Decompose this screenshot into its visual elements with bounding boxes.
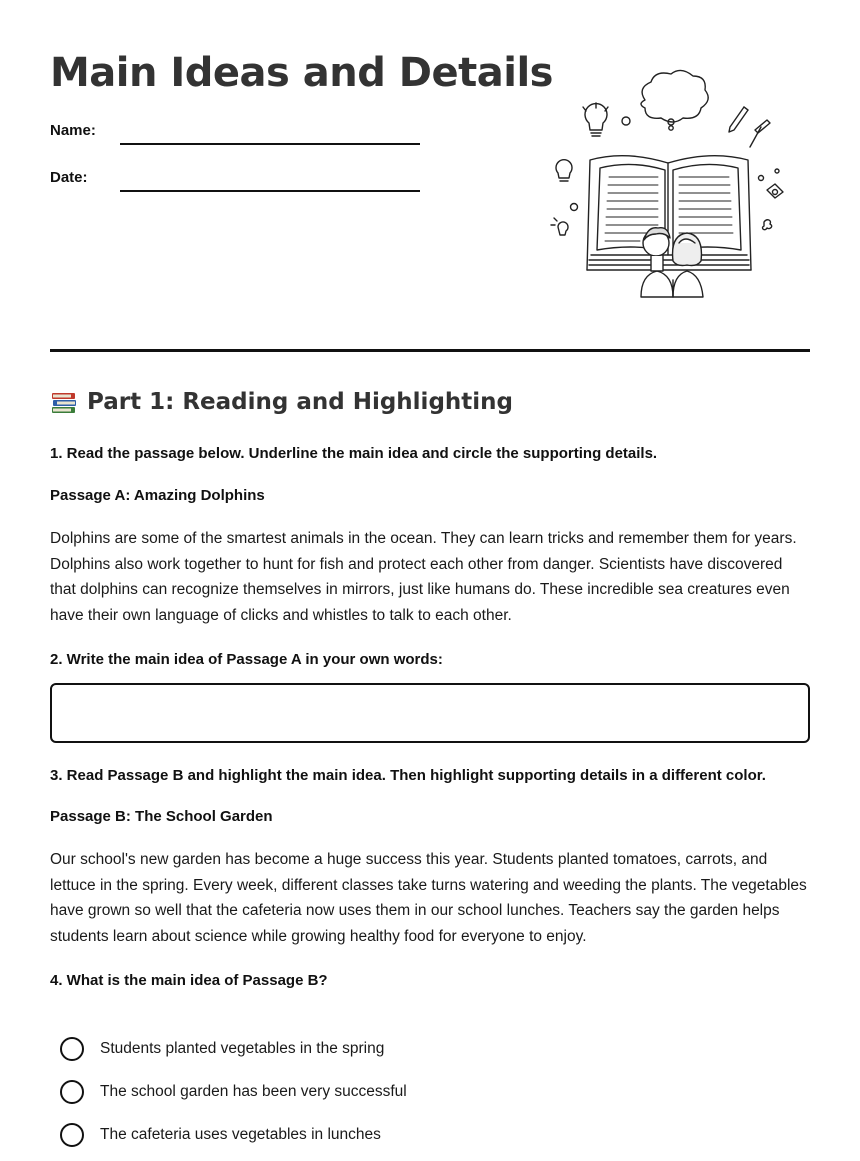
question-3: 3. Read Passage B and highlight the main idea. Then highlight supporting details in a different color. (50, 767, 766, 784)
page-title: Main Ideas and Details (50, 50, 553, 96)
section-title-text: Part 1: Reading and Highlighting (87, 389, 513, 415)
question-1: 1. Read the passage below. Underline the main idea and circle the supporting details. (50, 445, 658, 462)
section-heading-part1 (50, 388, 513, 416)
radio-button[interactable] (60, 1037, 84, 1061)
book-reading-illustration (545, 65, 795, 305)
passage-a-text: Dolphins are some of the smartest animals in the ocean. They can learn tricks and remember them for years. Dolphins also work together to hunt for fish and protect each other from danger. Scientists have discovered that dolphins can recognize themselves in mirrors, just like humans do. These incredible sea creatures even have their own language of clicks and whistles to talk to each other. (50, 530, 797, 624)
question-4: 4. What is the main idea of Passage B? (50, 972, 328, 989)
section-divider (50, 349, 810, 352)
main-idea-answer-box[interactable] (50, 683, 810, 743)
option-label: Students planted vegetables in the spring (100, 1040, 385, 1057)
option-label: The school garden has been very successful (100, 1083, 407, 1100)
option-label: The cafeteria uses vegetables in lunches (100, 1126, 381, 1143)
name-field[interactable] (120, 143, 420, 145)
question-2: 2. Write the main idea of Passage A in your own words: (50, 651, 443, 668)
books-icon (50, 388, 78, 416)
date-label: Date: (50, 169, 88, 186)
radio-button[interactable] (60, 1080, 84, 1104)
name-label: Name: (50, 122, 96, 139)
passage-b-title: Passage B: The School Garden (50, 808, 273, 825)
radio-button[interactable] (60, 1123, 84, 1147)
option-2[interactable] (60, 1080, 407, 1104)
passage-b-text: Our school's new garden has become a huge success this year. Students planted tomatoes, carrots, and lettuce in the spring. Every week, different classes take turns watering and weeding the plants. The vegetables have grown so well that the cafeteria now uses them in our school lunches. Teachers say the garden helps students learn about science while growing healthy food for everyone to enjoy. (50, 851, 807, 945)
passage-a-title: Passage A: Amazing Dolphins (50, 487, 265, 504)
option-1[interactable] (60, 1037, 384, 1061)
date-field[interactable] (120, 190, 420, 192)
option-3[interactable] (60, 1123, 381, 1147)
